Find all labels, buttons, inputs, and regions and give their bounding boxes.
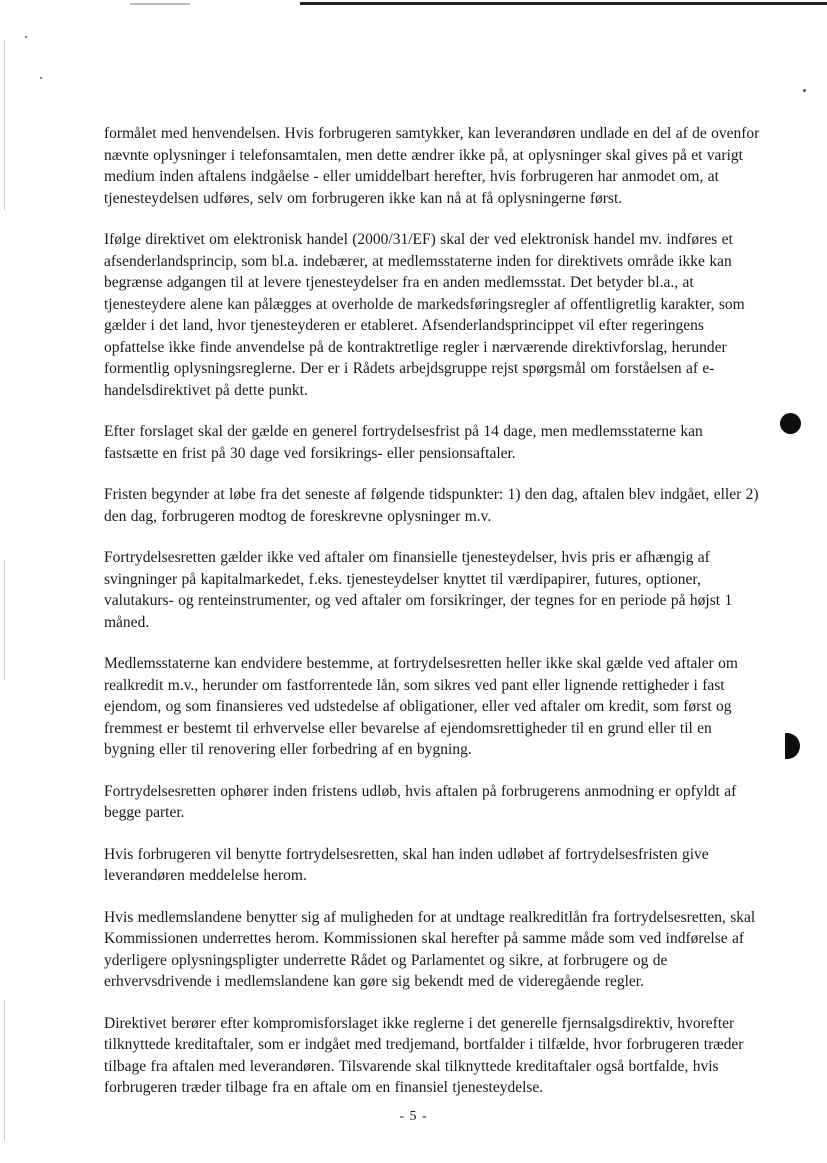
paragraph: Fortrydelsesretten ophører inden fristens udløb, hvis aftalen på forbrugerens anmodning er opfyldt af begge parter. — [104, 782, 737, 821]
scan-dot — [25, 36, 27, 38]
scan-dot — [803, 89, 806, 92]
scan-top-edge — [300, 2, 827, 5]
paragraph: Ifølge direktivet om elektronisk handel (2000/31/EF) skal der ved elektronisk handel mv. indføres et afsenderlandsprincip, som bl.a. indebærer, at medlemsstaterne inden for direktivets område ikke kan begrænse adgangen til at levere tjenesteydelser fra en anden medlemsstat. Det betyder bl.a., at tjenesteydere alene kan pålægges at overholde de markedsføringsregler af offentligretlig karakter, som gælder i det land, hvor tjenesteyderen er etableret. Afsenderlandsprincippet vil efter regeringens opfattelse ikke finde anvendelse på de kontraktretlige regler i nærværende direktivforslag, herunder formentlig oplysningsreglerne. Der er i Rådets arbejdsgruppe rejst spørgsmål om forståelsen af e-handelsdirektivet på dette punkt. — [104, 231, 745, 399]
punch-hole — [780, 413, 801, 434]
paragraph: Direktivet berører efter kompromisforslaget ikke reglerne i det generelle fjernsalgsdirektiv, hvorefter tilknyttede kreditaftaler, som er indgået med tredjemand, bortfalder i tilfælde, hvor forbrugeren træder tilbage fra aftalen med leverandøren. Tilsvarende skal tilknyttede kreditaftaler også bortfalde, hvis forbrugeren træder tilbage fra en aftale om en finansiel tjenesteydelse. — [104, 1014, 744, 1096]
document-body — [104, 123, 760, 1119]
scan-speck — [130, 3, 190, 5]
paragraph: Fristen begynder at løbe fra det seneste af følgende tidspunkter: 1) den dag, aftalen blev indgået, eller 2) den dag, forbrugeren modtog de foreskrevne oplysninger m.v. — [104, 486, 759, 525]
paragraph: Fortrydelsesretten gælder ikke ved aftaler om finansielle tjenesteydelser, hvis pris er afhængig af svingninger på kapitalmarkedet, f.eks. tjenesteydelser knyttet til værdipapirer, futures, optioner, valutakurs- og renteinstrumenter, og ved aftaler om forsikringer, der tegnes for en periode på højst 1 måned. — [104, 549, 733, 631]
scan-left-edge — [4, 560, 5, 680]
punch-hole-partial — [785, 733, 800, 759]
paragraph: Medlemsstaterne kan endvidere bestemme, at fortrydelsesretten heller ikke skal gælde ved aftaler om realkredit m.v., herunder om fastforrentede lån, som sikres ved pant eller lignende rettigheder i fast ejendom, og som finansieres ved udstedelse af obligationer, eller ved aftaler om kredit, som først og fremmest er bestemt til erhvervelse eller bevarelse af ejendomsrettigheder til en grund eller til en bygning eller til renovering eller forbedring af en bygning. — [104, 655, 738, 758]
scan-dot — [40, 77, 42, 79]
paragraph: Hvis medlemslandene benytter sig af muligheden for at undtage realkreditlån fra fortrydelsesretten, skal Kommissionen underrettes herom. Kommissionen skal herefter på samme måde som ved indførelse af yderligere oplysningspligter underrette Rådet og Parlamentet og sikre, at forbrugere og de erhvervsdrivende i medlemslandene kan gøre sig bekendt med de videregående regler. — [104, 908, 756, 990]
paragraph: Efter forslaget skal der gælde en generel fortrydelsesfrist på 14 dage, men medlemsstaterne kan fastsætte en frist på 30 dage ved forsikrings- eller pensionsaftaler. — [104, 423, 703, 462]
page-number: - 5 - — [399, 1109, 428, 1124]
paragraph: formålet med henvendelsen. Hvis forbrugeren samtykker, kan leverandøren undlade en del af de ovenfor nævnte oplysninger i telefonsamtalen, men dette ændrer ikke på, at oplysninger skal gives på et varigt medium inden aftalens indgåelse - eller umiddelbart herefter, hvis forbrugeren har anmodet om, at tjenesteydelsen udføres, selv om forbrugeren ikke kan nå at få oplysningerne først. — [104, 125, 760, 207]
scan-left-edge — [4, 40, 5, 210]
paragraph: Hvis forbrugeren vil benytte fortrydelsesretten, skal han inden udløbet af fortrydelsesfristen give leverandøren meddelelse herom. — [104, 845, 709, 884]
